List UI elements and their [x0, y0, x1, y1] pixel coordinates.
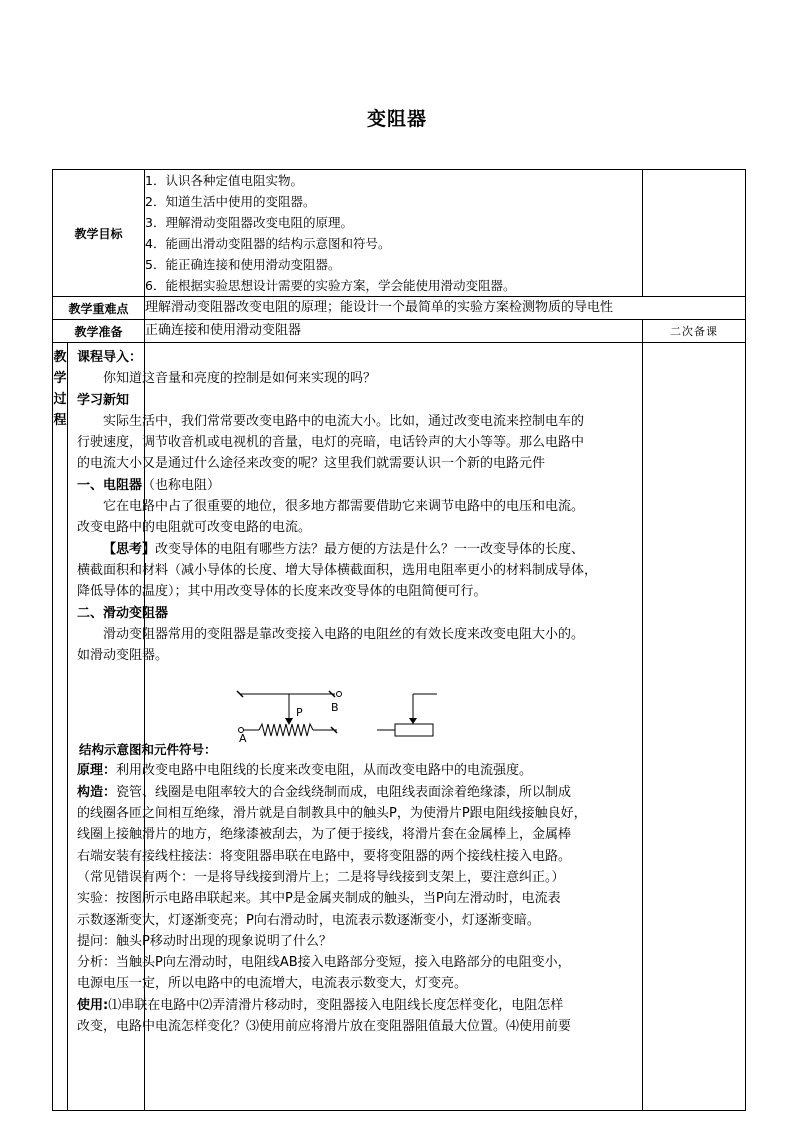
- goal-item: 6．能根据实验思想设计需要的实验方案，学会能使用滑动变阻器。: [145, 278, 516, 293]
- principle-line: 原理：利用改变电路中电阻线的长度来改变电阻，从而改变电路中的电流强度。: [77, 763, 533, 779]
- section-heading-slider: 二、滑动变阻器: [77, 605, 169, 621]
- process-label-cell: [53, 343, 598, 1111]
- key-points-text: 理解滑动变阻器改变电阻的原理；能设计一个最简单的实验方案检测物质的导电性: [145, 297, 746, 320]
- paragraph-line: 横截面积和材料（减小导体的长度、增大导体横截面积，选用电阻率更小的材料制成导体，: [77, 562, 598, 578]
- slider-label-p: P: [296, 706, 303, 720]
- key-points-row: [53, 297, 746, 320]
- goals-row: [53, 170, 746, 297]
- section-heading-resistor: 一、电阻器（也称电阻）: [77, 477, 221, 493]
- paragraph-line: 实验：按图所示电路串联起来。其中P是金属夹制成的触头，当P向左滑动时，电流表: [77, 891, 561, 907]
- lesson-content: [71, 343, 636, 1035]
- paragraph-line: 线圈上接触滑片的地方，绝缘漆被刮去，为了便于接线，将滑片套在金属棒上，金属棒: [77, 827, 572, 843]
- prep-row: [53, 320, 746, 343]
- prep-label: 教学准备: [53, 320, 145, 343]
- intro-heading: 课程导入：: [77, 350, 143, 365]
- paragraph-line: 分析：当触头P向左滑动时，电阻线AB接入电路部分变短，接入电路部分的电阻变小，: [77, 955, 571, 971]
- goal-item: 2．知道生活中使用的变阻器。: [145, 194, 316, 209]
- paragraph-line: 的线圈各匝之间相互绝缘，滑片就是自制教具中的触头P，为使滑片P跟电阻线接触良好，: [77, 806, 587, 822]
- rheostat-diagram: [77, 688, 632, 760]
- goals-label: 教学目标: [53, 170, 145, 297]
- goal-item: 4．能画出滑动变阻器的结构示意图和符号。: [145, 236, 391, 251]
- terminal-label-b: B: [331, 701, 339, 715]
- goals-side-cell: [643, 170, 746, 297]
- paragraph-line: 示数逐渐变大，灯逐渐变亮；P向右滑动时，电流表示数逐渐变小，灯逐渐变暗。: [77, 912, 540, 928]
- page-title: 变阻器: [366, 108, 427, 130]
- new-heading: 学习新知: [77, 392, 130, 408]
- side-note-label: 二次备课: [643, 320, 746, 343]
- paragraph-line: 它在电路中占了很重要的地位，很多地方都需要借助它来调节电路中的电压和电流。: [103, 499, 585, 515]
- paragraph-line: 降低导体的温度）；其中用改变导体的长度来改变导体的电阻简便可行。: [77, 584, 487, 600]
- terminal-label-a: A: [239, 732, 247, 746]
- paragraph-line: 的电流大小又是通过什么途径来改变的呢？这里我们就需要认识一个新的电路元件: [77, 456, 546, 472]
- usage-line: 使用:⑴串联在电路中⑵弄清滑片移动时，变阻器接入电阻线长度怎样变化，电阻怎样: [77, 997, 564, 1013]
- paragraph-line: 提问：触头P移动时出现的现象说明了什么？: [77, 933, 332, 949]
- paragraph-line: 行驶速度，调节收音机或电视机的音量，电灯的亮暗，电话铃声的大小等等。那么电路中: [77, 435, 585, 451]
- key-points-label: 教学重难点: [53, 297, 145, 320]
- goal-item: 5．能正确连接和使用滑动变阻器。: [145, 257, 341, 272]
- goals-list: [145, 170, 643, 297]
- process-row: [53, 343, 746, 1111]
- goal-item: 3．理解滑动变阻器改变电阻的原理。: [145, 215, 353, 230]
- goal-item: 1．认识各种定值电阻实物。: [145, 173, 303, 188]
- diagram-caption: 结构示意图和元件符号：: [79, 742, 217, 758]
- paragraph-line: 改变电路中的电阻就可改变电路的电流。: [77, 520, 312, 536]
- process-label: 教 学 过 程: [53, 350, 67, 428]
- paragraph-line: （常见错误有两个：一是将导线接到滑片上；二是将导线接到支架上，要注意纠正。）: [77, 869, 565, 885]
- paragraph-line: 改变，电路中电流怎样变化？⑶使用前应将滑片放在变阻器阻值最大位置。⑷使用前要: [77, 1019, 572, 1035]
- intro-text: 你知道这音量和亮度的控制是如何来实现的吗？: [103, 371, 377, 387]
- paragraph-line: 电源电压一定，所以电路中的电流增大，电流表示数变大，灯变亮。: [77, 976, 468, 992]
- process-side-cell: [643, 343, 746, 1111]
- lesson-plan-table: [52, 169, 746, 1111]
- think-line: 【思考】改变导体的电阻有哪些方法？最方便的方法是什么？一一改变导体的长度、: [103, 541, 585, 557]
- paragraph-line: 右端安装有接线柱接法：将变阻器串联在电路中，要将变阻器的两个接线柱接入电路。: [77, 848, 572, 864]
- paragraph-line: 滑动变阻器常用的变阻器是靠改变接入电路的电阻丝的有效长度来改变电阻大小的。: [103, 626, 585, 642]
- paragraph-line: 实际生活中，我们常常要改变电路中的电流大小。比如，通过改变电流来控制电车的: [103, 413, 585, 429]
- paragraph-line: 如滑动变阻器。: [77, 648, 169, 664]
- prep-text: 正确连接和使用滑动变阻器: [145, 320, 643, 343]
- structure-line: 构造：瓷管、线圈是电阻率较大的合金线绕制而成，电阻线表面涂着绝缘漆，所以制成: [77, 784, 572, 800]
